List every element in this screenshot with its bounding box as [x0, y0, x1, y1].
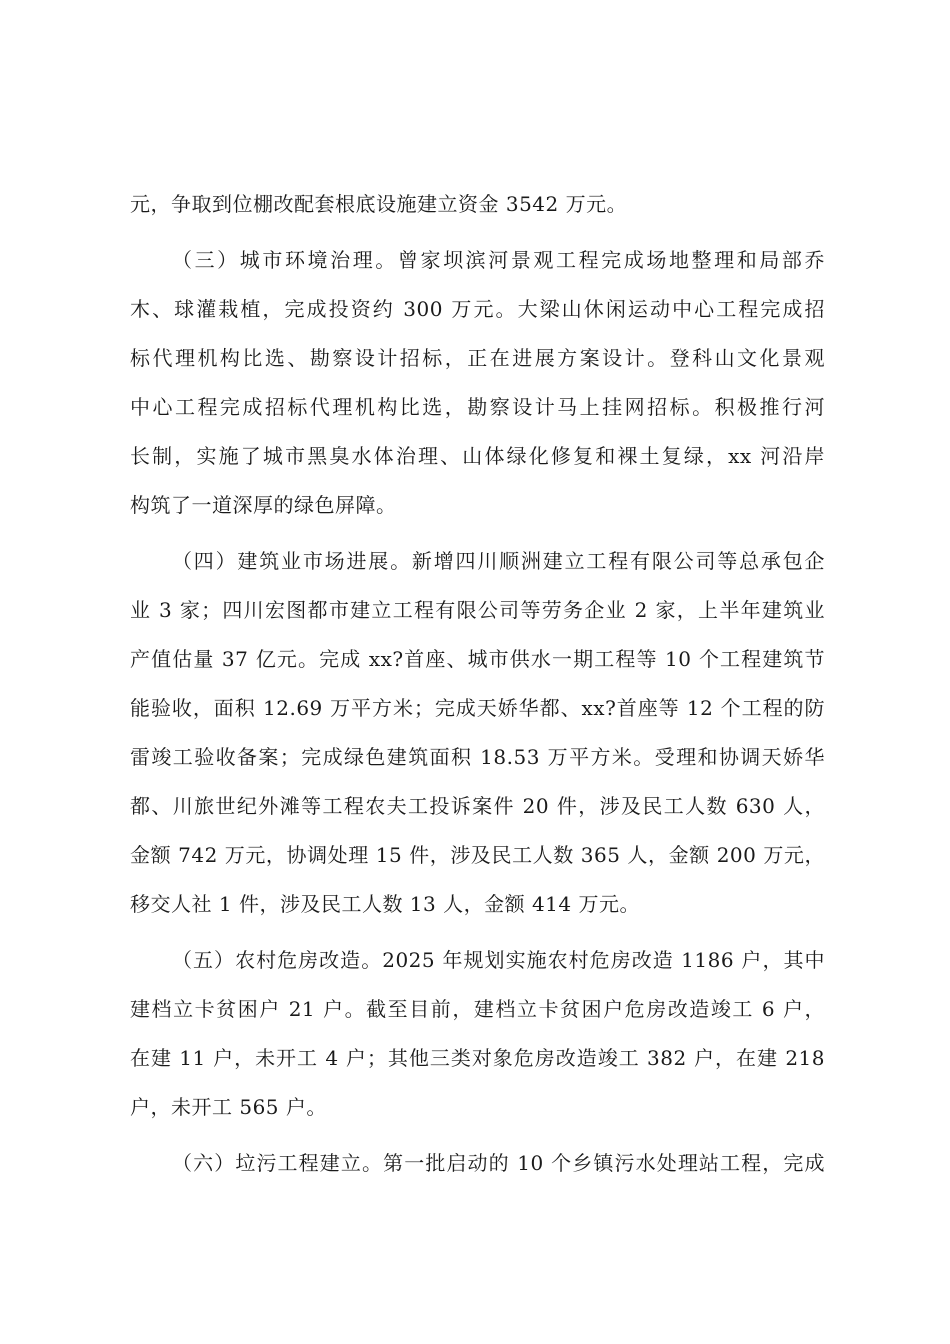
text-line: （四）建筑业市场进展。新增四川顺洲建立工程有限公司等总承包企	[172, 549, 825, 573]
paragraph-gap	[130, 229, 825, 236]
text-line: （三）城市环境治理。曾家坝滨河景观工程完成场地整理和局部乔	[172, 248, 825, 272]
paragraph-sewage-projects	[130, 1139, 825, 1188]
text-line: 中心工程完成招标代理机构比选，勘察设计马上挂网招标。积极推行河	[130, 395, 825, 419]
text-line: 木、球灌栽植，完成投资约 300 万元。大梁山休闲运动中心工程完成招	[130, 297, 825, 321]
text-line: 户，未开工 565 户。	[130, 1095, 327, 1119]
text-line: 元，争取到位棚改配套根底设施建立资金 3542 万元。	[130, 192, 628, 216]
paragraph-rural-housing	[130, 936, 825, 1132]
text-line: 标代理机构比选、勘察设计招标，正在进展方案设计。登科山文化景观	[130, 346, 825, 370]
paragraph-construction-market	[130, 537, 825, 929]
text-line: 建档立卡贫困户 21 户。截至目前，建档立卡贫困户危房改造竣工 6 户，	[130, 997, 825, 1021]
paragraph-gap	[130, 530, 825, 537]
text-line: 在建 11 户，未开工 4 户；其他三类对象危房改造竣工 382 户，在建 218	[130, 1046, 825, 1070]
text-line: （五）农村危房改造。2025 年规划实施农村危房改造 1186 户，其中	[172, 948, 825, 972]
text-line: 产值估量 37 亿元。完成 xx?首座、城市供水一期工程等 10 个工程建筑节	[130, 647, 825, 671]
document-body	[130, 180, 825, 1188]
paragraph-funding-continuation	[130, 180, 825, 229]
text-line: 都、川旅世纪外滩等工程农夫工投诉案件 20 件，涉及民工人数 630 人，	[130, 794, 825, 818]
text-line: 金额 742 万元，协调处理 15 件，涉及民工人数 365 人，金额 200 万元，	[130, 843, 825, 867]
text-line: 雷竣工验收备案；完成绿色建筑面积 18.53 万平方米。受理和协调天娇华	[130, 745, 825, 769]
paragraph-gap	[130, 1132, 825, 1139]
text-line: 业 3 家；四川宏图都市建立工程有限公司等劳务企业 2 家，上半年建筑业	[130, 598, 825, 622]
text-line: 能验收，面积 12.69 万平方米；完成天娇华都、xx?首座等 12 个工程的防	[130, 696, 825, 720]
paragraph-urban-environment	[130, 236, 825, 530]
text-line: 构筑了一道深厚的绿色屏障。	[130, 493, 397, 517]
text-line: （六）垃污工程建立。第一批启动的 10 个乡镇污水处理站工程，完成	[172, 1151, 825, 1175]
paragraph-gap	[130, 929, 825, 936]
text-line: 移交人社 1 件，涉及民工人数 13 人，金额 414 万元。	[130, 892, 640, 916]
text-line: 长制，实施了城市黑臭水体治理、山体绿化修复和裸土复绿，xx 河沿岸	[130, 444, 825, 468]
